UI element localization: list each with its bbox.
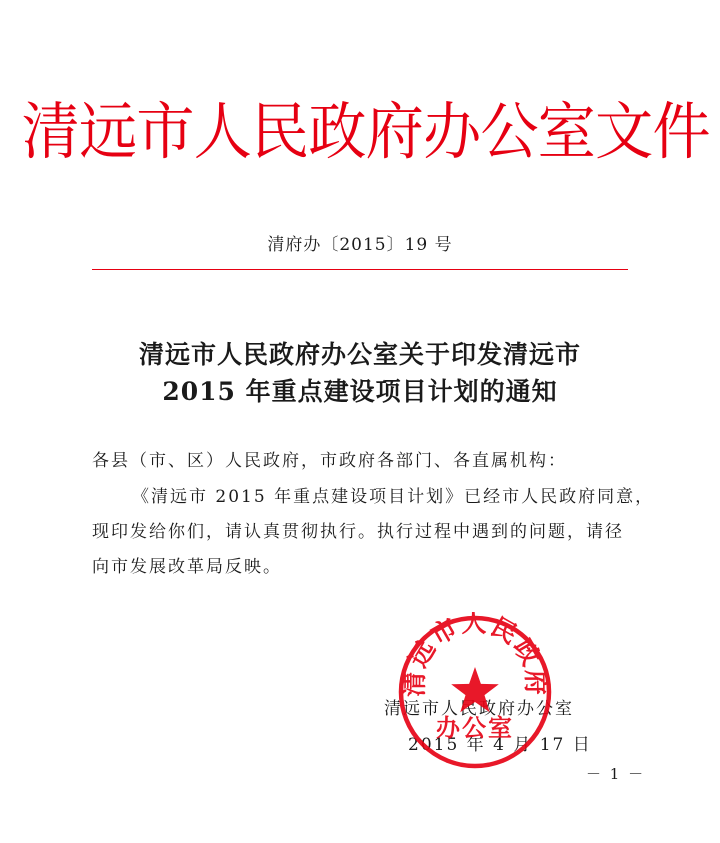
- seal-star-icon: [451, 667, 499, 712]
- salutation: 各县（市、区）人民政府，市政府各部门、各直属机构：: [92, 451, 567, 471]
- notice-title-line-1: 清远市人民政府办公室关于印发清远市: [138, 340, 581, 369]
- body-paragraph-line-2: 现印发给你们，请认真贯彻执行。执行过程中遇到的问题，请径: [92, 522, 624, 542]
- red-divider-line: [92, 269, 628, 270]
- notice-title-line-2: 2015 年重点建设项目计划的通知: [162, 377, 558, 406]
- masthead-title: 清远市人民政府办公室文件: [21, 95, 710, 168]
- official-seal: [395, 612, 555, 772]
- body-paragraph-line-3: 向市发展改革局反映。: [92, 557, 282, 577]
- body-paragraph-line-1: 《清远市 2015 年重点建设项目计划》已经市人民政府同意，: [132, 487, 655, 507]
- seal-inner-text: 办公室: [436, 713, 514, 742]
- issue-date: 2015 年 4 月 17 日: [408, 735, 592, 755]
- page-number: － 1 －: [586, 765, 646, 783]
- signing-organization: 清远市人民政府办公室: [384, 699, 574, 719]
- document-number: 清府办〔2015〕19 号: [267, 235, 453, 255]
- seal-outer-text: 清远市人民政府: [399, 612, 551, 697]
